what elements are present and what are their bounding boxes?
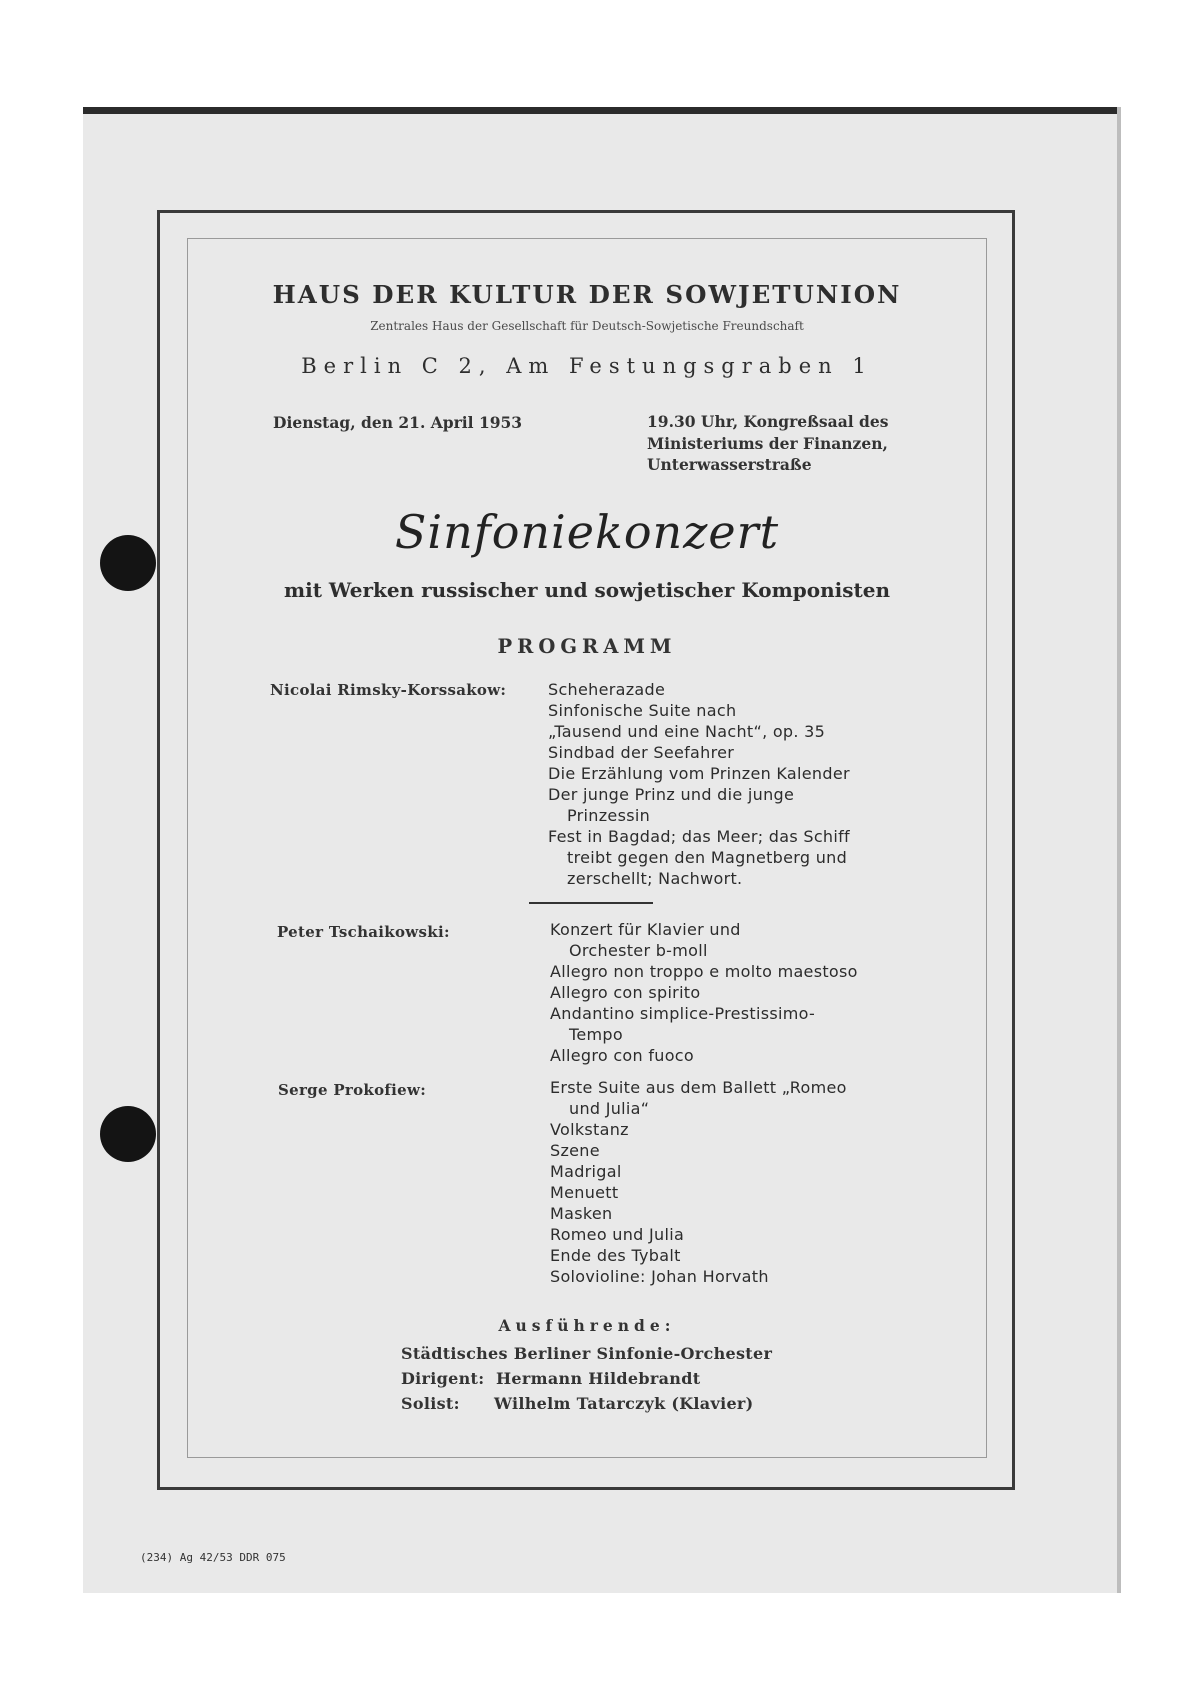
section-divider — [529, 902, 653, 904]
work-line: Erste Suite aus dem Ballett „Romeo — [550, 1078, 847, 1097]
venue-line: Unterwasserstraße — [647, 455, 812, 474]
work-line: Tempo — [569, 1025, 623, 1044]
print-code: (234) Ag 42/53 DDR 075 — [140, 1551, 286, 1564]
venue-title: HAUS DER KULTUR DER SOWJETUNION — [272, 280, 902, 309]
venue-line: Ministeriums der Finanzen, — [647, 433, 888, 453]
work-line: Der junge Prinz und die junge — [548, 785, 795, 804]
punch-hole-upper — [100, 535, 156, 591]
work-line: Konzert für Klavier und — [550, 920, 741, 939]
venue-line: 19.30 Uhr, Kongreßsaal des — [647, 412, 889, 431]
work-line: zerschellt; Nachwort. — [567, 869, 743, 888]
work-line: Die Erzählung vom Prinzen Kalender — [548, 764, 850, 783]
work-line: Andantino simplice-Prestissimo- — [550, 1004, 816, 1023]
sheet-right-edge — [1117, 107, 1121, 1593]
work-line: treibt gegen den Magnetberg und — [567, 848, 848, 867]
work-line: und Julia“ — [569, 1099, 650, 1118]
programm-heading: PROGRAMM — [497, 635, 677, 658]
soloist-name: Wilhelm Tatarczyk (Klavier) — [494, 1394, 754, 1413]
event-date: Dienstag, den 21. April 1953 — [273, 413, 523, 432]
work-line: Masken — [550, 1204, 613, 1223]
work-line: Allegro con fuoco — [550, 1046, 694, 1065]
punch-hole-lower — [100, 1106, 156, 1162]
sheet-top-edge — [83, 107, 1119, 114]
concert-title: Sinfoniekonzert — [394, 505, 780, 559]
event-venue — [647, 411, 888, 476]
work-line: Allegro con spirito — [550, 983, 701, 1002]
orchestra-name: Städtisches Berliner Sinfonie-Orchester — [401, 1344, 773, 1363]
work-line: Menuett — [550, 1183, 619, 1202]
work-line: Sinfonische Suite nach — [548, 701, 737, 720]
conductor-name: Hermann Hildebrandt — [496, 1369, 701, 1388]
conductor-label: Dirigent: — [401, 1369, 485, 1388]
works-list — [550, 919, 858, 1066]
work-line: Prinzessin — [567, 806, 651, 825]
composer-name: Peter Tschaikowski: — [277, 923, 450, 941]
work-line: „Tausend und eine Nacht“, op. 35 — [548, 722, 826, 741]
work-line: Volkstanz — [550, 1120, 629, 1139]
work-line: Sindbad der Seefahrer — [548, 743, 735, 762]
performers-heading: Ausführende: — [498, 1316, 676, 1335]
work-line: Solovioline: Johan Horvath — [550, 1267, 769, 1286]
work-line: Madrigal — [550, 1162, 622, 1181]
composer-name: Nicolai Rimsky-Korssakow: — [270, 681, 507, 699]
work-line: Fest in Bagdad; das Meer; das Schiff — [548, 827, 850, 846]
venue-address: Berlin C 2, Am Festungsgraben 1 — [301, 354, 873, 378]
work-line: Scheherazade — [548, 680, 666, 699]
work-line: Szene — [550, 1141, 600, 1160]
work-line: Allegro non troppo e molto maestoso — [550, 962, 858, 981]
venue-subtitle: Zentrales Haus der Gesellschaft für Deutsch-Sowjetische Freundschaft — [370, 319, 804, 333]
concert-subtitle: mit Werken russischer und sowjetischer Komponisten — [283, 578, 891, 602]
work-line: Ende des Tybalt — [550, 1246, 681, 1265]
work-line: Orchester b-moll — [569, 941, 708, 960]
soloist-label: Solist: — [401, 1394, 460, 1413]
work-line: Romeo und Julia — [550, 1225, 685, 1244]
works-list — [548, 679, 850, 889]
works-list — [550, 1077, 847, 1287]
composer-name: Serge Prokofiew: — [278, 1081, 427, 1099]
